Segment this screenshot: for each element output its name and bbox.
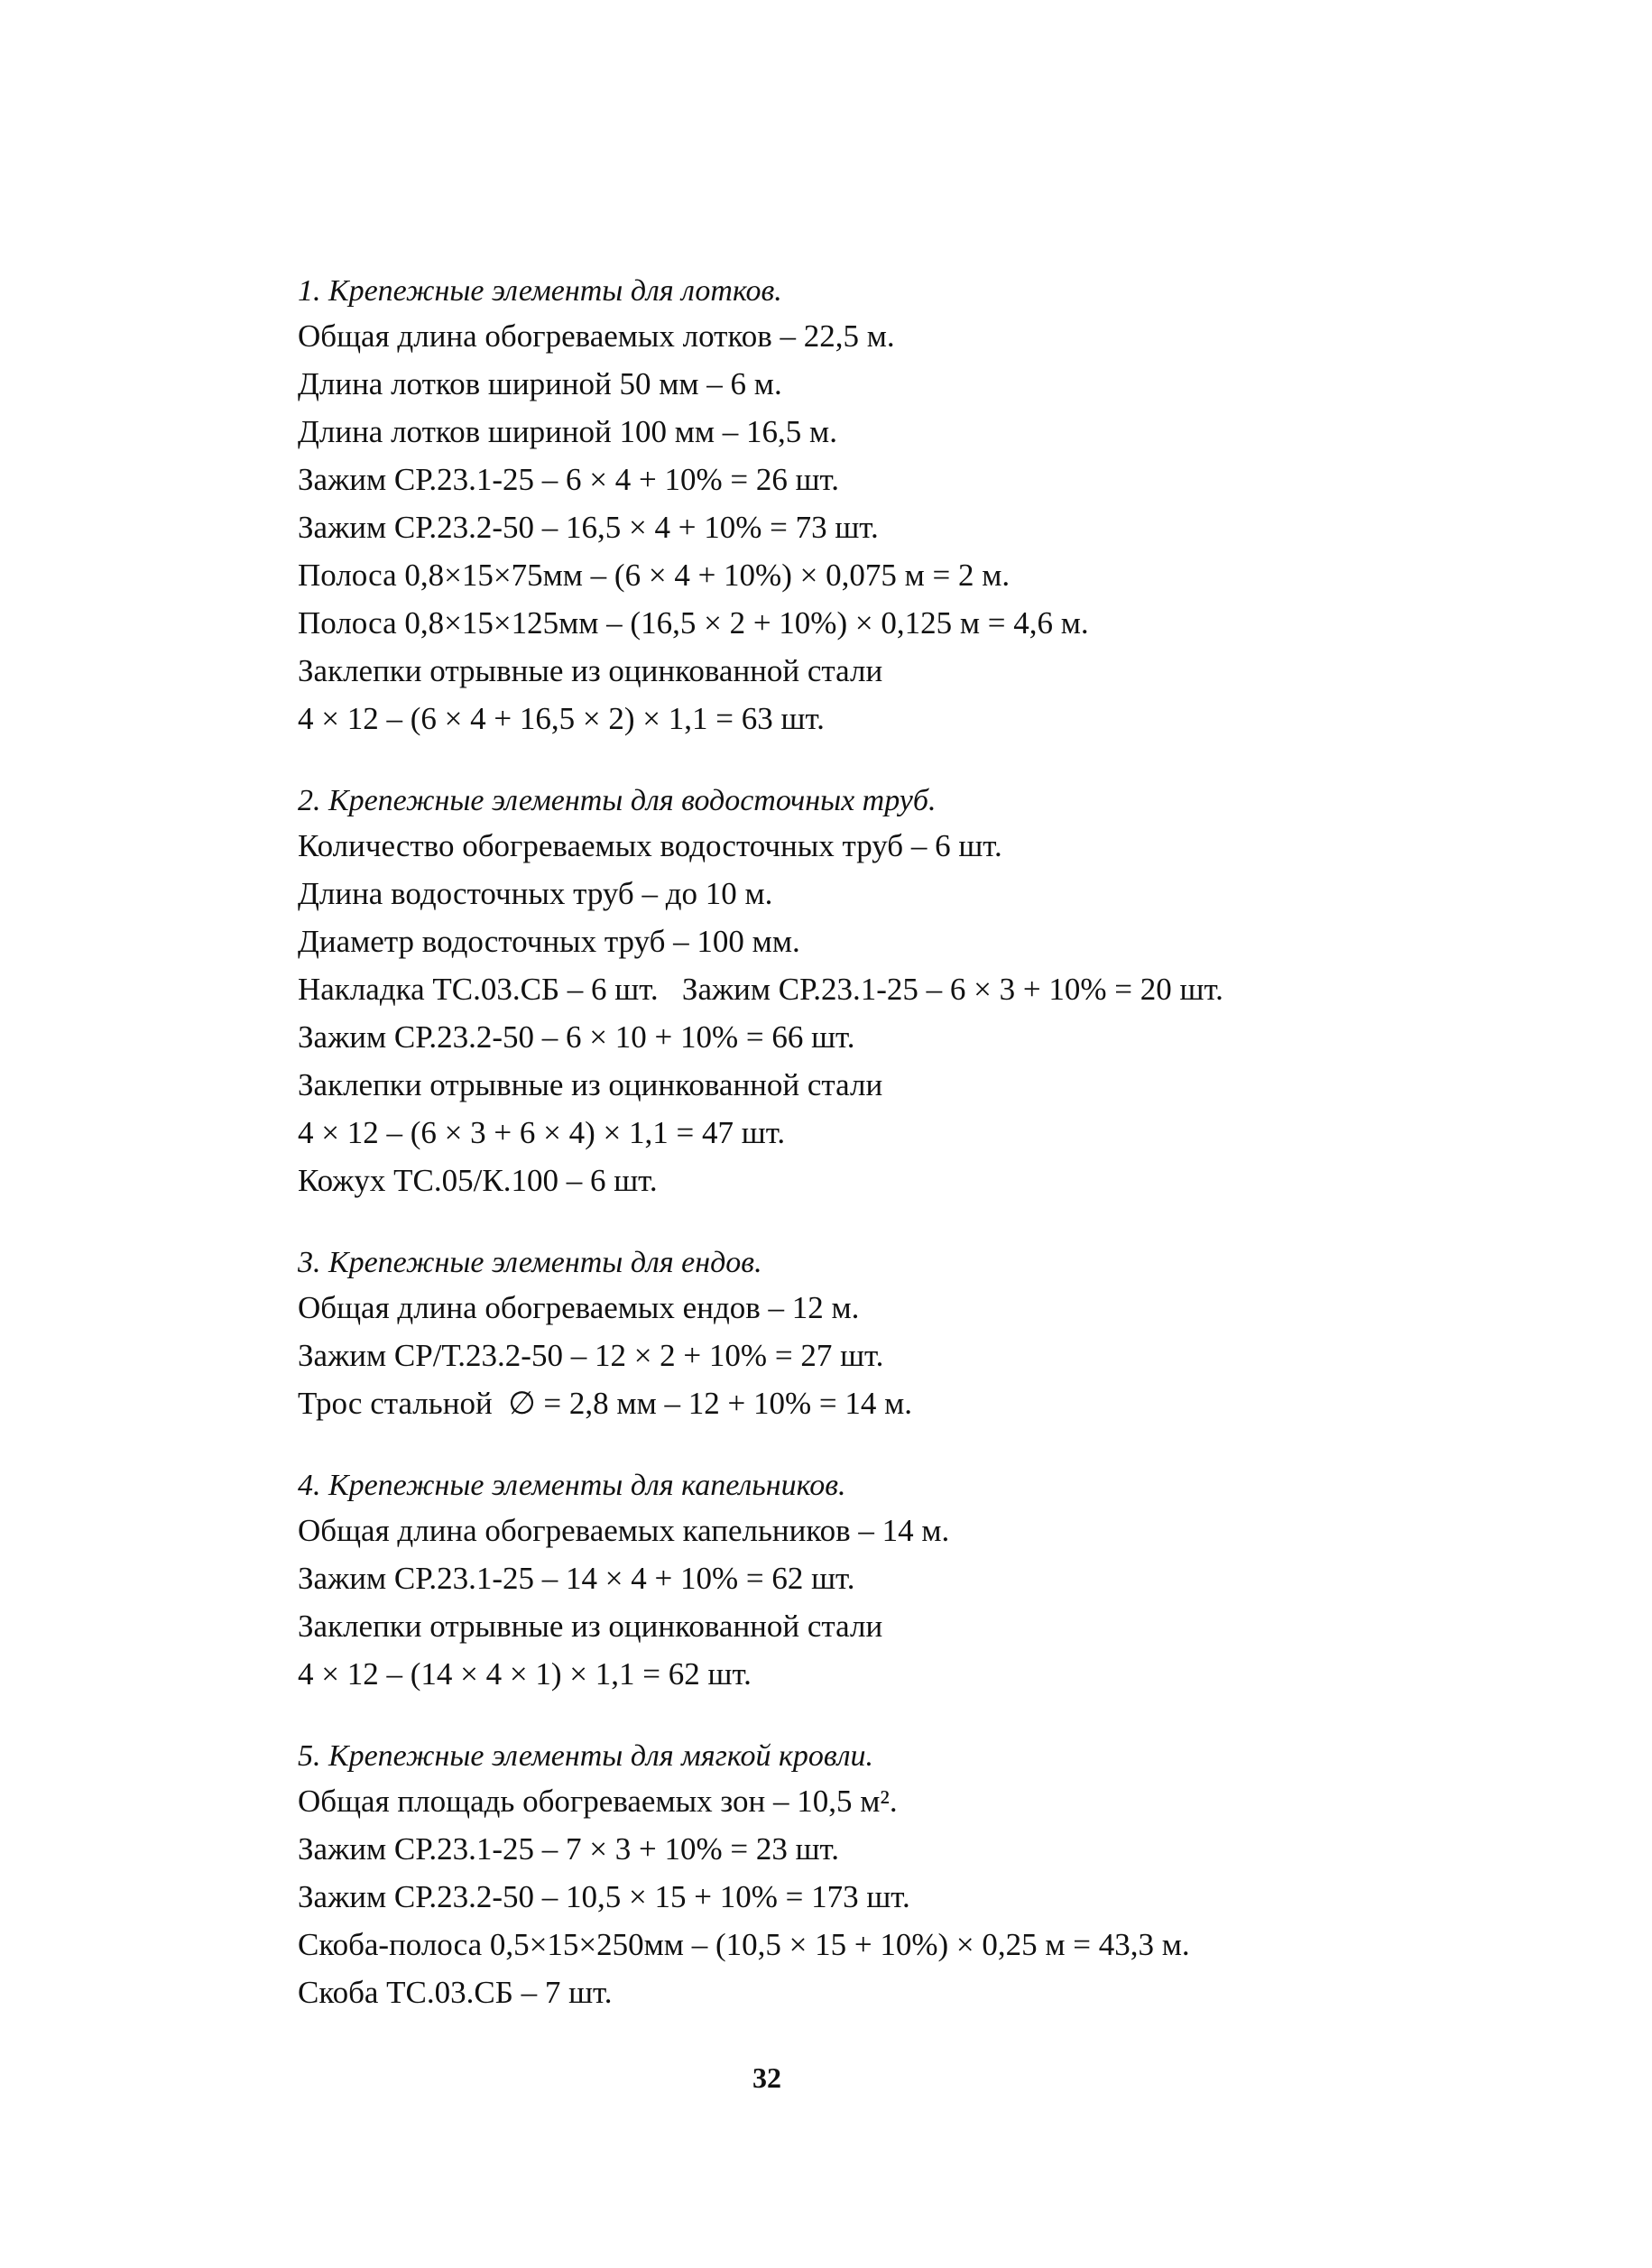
text-line: Зажим СР.23.2-50 – 6 × 10 + 10% = 66 шт. xyxy=(298,1019,855,1055)
text-line: Длина лотков шириной 50 мм – 6 м. xyxy=(298,366,782,401)
document-body xyxy=(298,271,1380,2054)
text-line: Зажим СР/Т.23.2-50 – 12 × 2 + 10% = 27 шт. xyxy=(298,1338,884,1373)
section-valley-fasteners xyxy=(298,1242,1380,1427)
text-line: Общая длина обогреваемых лотков – 22,5 м. xyxy=(298,318,895,354)
section-soft-roof-fasteners xyxy=(298,1736,1380,2016)
text-line: Накладка ТС.03.СБ – 6 шт. Зажим СР.23.1-25 – 6 × 3 + 10% = 20 шт. xyxy=(298,972,1223,1007)
section-downpipe-fasteners xyxy=(298,780,1380,1204)
section-heading: 3. Крепежные элементы для ендов. xyxy=(298,1246,762,1279)
text-line: Диаметр водосточных труб – 100 мм. xyxy=(298,924,800,959)
text-line: Кожух ТС.05/К.100 – 6 шт. xyxy=(298,1163,658,1198)
text-line: Скоба ТС.03.СБ – 7 шт. xyxy=(298,1975,613,2010)
section-heading: 5. Крепежные элементы для мягкой кровли. xyxy=(298,1739,874,1773)
text-line: Заклепки отрывные из оцинкованной стали xyxy=(298,1609,883,1644)
text-line: Общая длина обогреваемых капельников – 14 м. xyxy=(298,1513,950,1548)
section-heading: 1. Крепежные элементы для лотков. xyxy=(298,274,782,308)
text-line: Трос стальной ∅ = 2,8 мм – 12 + 10% = 14 м. xyxy=(298,1386,912,1421)
text-line: Общая длина обогреваемых ендов – 12 м. xyxy=(298,1290,860,1325)
text-line: Полоса 0,8×15×75мм – (6 × 4 + 10%) × 0,075 м = 2 м. xyxy=(298,558,1011,593)
text-line: Заклепки отрывные из оцинкованной стали xyxy=(298,653,883,688)
page-number: 32 xyxy=(752,2061,781,2094)
text-line: Заклепки отрывные из оцинкованной стали xyxy=(298,1067,883,1102)
section-drip-edge-fasteners xyxy=(298,1465,1380,1698)
text-line: 4 × 12 – (6 × 4 + 16,5 × 2) × 1,1 = 63 шт. xyxy=(298,701,825,736)
text-line: Полоса 0,8×15×125мм – (16,5 × 2 + 10%) × 0,125 м = 4,6 м. xyxy=(298,605,1089,641)
text-line: Общая площадь обогреваемых зон – 10,5 м². xyxy=(298,1784,898,1819)
section-heading: 4. Крепежные элементы для капельников. xyxy=(298,1469,846,1502)
text-line: 4 × 12 – (6 × 3 + 6 × 4) × 1,1 = 47 шт. xyxy=(298,1115,786,1150)
text-line: Зажим СР.23.1-25 – 6 × 4 + 10% = 26 шт. xyxy=(298,462,839,497)
text-line: Скоба-полоса 0,5×15×250мм – (10,5 × 15 + 10%) × 0,25 м = 43,3 м. xyxy=(298,1927,1190,1962)
text-line: Длина водосточных труб – до 10 м. xyxy=(298,876,773,911)
text-line: Зажим СР.23.1-25 – 14 × 4 + 10% = 62 шт. xyxy=(298,1561,855,1596)
text-line: 4 × 12 – (14 × 4 × 1) × 1,1 = 62 шт. xyxy=(298,1656,752,1692)
section-heading: 2. Крепежные элементы для водосточных труб. xyxy=(298,784,937,817)
text-line: Количество обогреваемых водосточных труб – 6 шт. xyxy=(298,828,1002,863)
text-line: Зажим СР.23.1-25 – 7 × 3 + 10% = 23 шт. xyxy=(298,1831,839,1867)
text-line: Длина лотков шириной 100 мм – 16,5 м. xyxy=(298,414,837,449)
text-line: Зажим СР.23.2-50 – 16,5 × 4 + 10% = 73 шт. xyxy=(298,510,879,545)
text-line: Зажим СР.23.2-50 – 10,5 × 15 + 10% = 173 шт. xyxy=(298,1879,910,1914)
section-tray-fasteners xyxy=(298,271,1380,742)
